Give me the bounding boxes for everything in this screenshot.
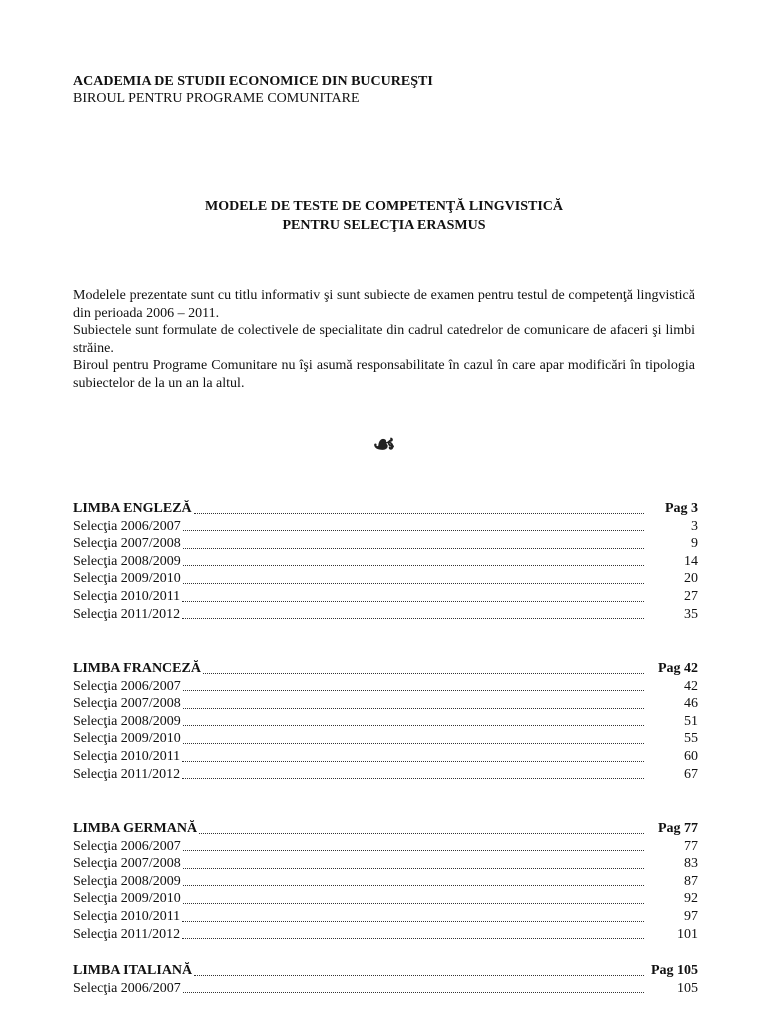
toc-entry-label: Selecţia 2008/2009	[73, 553, 181, 569]
toc-entry-label: Selecţia 2006/2007	[73, 518, 181, 534]
dot-leader	[199, 833, 644, 834]
dot-leader	[183, 903, 644, 904]
document-title	[73, 197, 695, 235]
dot-leader	[182, 778, 644, 779]
ornament-icon: ☙	[372, 430, 396, 459]
toc-entry[interactable]	[73, 695, 698, 713]
dot-leader	[194, 975, 644, 976]
toc-entry-page: 67	[684, 766, 698, 782]
toc-entry[interactable]	[73, 588, 698, 606]
toc-entry-label: Selecţia 2007/2008	[73, 536, 181, 552]
toc-entry[interactable]	[73, 570, 698, 588]
toc-section-italian	[73, 962, 698, 997]
toc-entry[interactable]	[73, 748, 698, 766]
toc-entry-page: 20	[684, 571, 698, 587]
intro-paragraph: Subiectele sunt formulate de colectivele de specialitate din cadrul catedrelor de comunicare de afaceri şi limbi străine.	[73, 323, 695, 356]
toc-entry-label: Selecţia 2009/2010	[73, 731, 181, 747]
intro-text	[73, 287, 695, 393]
toc-entry-label: Selecţia 2008/2009	[73, 873, 181, 889]
toc-entry-label: Selecţia 2009/2010	[73, 571, 181, 587]
dot-leader	[183, 885, 644, 886]
dot-leader	[183, 583, 644, 584]
toc-entry-page: 87	[684, 873, 698, 889]
toc-heading[interactable]	[73, 660, 698, 678]
toc-entry-page: 35	[684, 606, 698, 622]
toc-heading-page: Pag 42	[657, 661, 698, 676]
toc-entry-page: 105	[677, 980, 698, 996]
toc-heading-label: LIMBA FRANCEZĂ	[73, 661, 201, 676]
dot-leader	[183, 868, 644, 869]
toc-heading[interactable]	[73, 962, 698, 980]
department-name: BIROUL PENTRU PROGRAME COMUNITARE	[73, 91, 360, 106]
toc-entry-label: Selecţia 2010/2011	[73, 908, 181, 924]
toc-entry[interactable]	[73, 713, 698, 731]
toc-entry-label: Selecţia 2006/2007	[73, 980, 181, 996]
dot-leader	[194, 513, 644, 514]
toc-entry-label: Selecţia 2009/2010	[73, 891, 181, 907]
toc-entry-page: 46	[684, 696, 698, 712]
dot-leader	[182, 921, 644, 922]
toc-entry-page: 60	[684, 748, 698, 764]
document-header	[73, 73, 433, 107]
dot-leader	[183, 708, 644, 709]
toc-entry-page: 83	[684, 856, 698, 872]
toc-entry-label: Selecţia 2006/2007	[73, 678, 181, 694]
dot-leader	[183, 850, 644, 851]
toc-entry[interactable]	[73, 518, 698, 536]
intro-paragraph: Biroul pentru Programe Comunitare nu îşi asumă responsabilitate în cazul în care apar modificări în tipologia subiectelor de la un an la altul.	[73, 358, 695, 391]
toc-entry[interactable]	[73, 766, 698, 784]
toc-entry-label: Selecţia 2011/2012	[73, 926, 181, 942]
dot-leader	[182, 761, 644, 762]
toc-heading-page: Pag 105	[650, 963, 698, 978]
toc-section-german	[73, 820, 698, 943]
intro-paragraph: Modelele prezentate sunt cu titlu informativ şi sunt subiecte de examen pentru testul de competenţă lingvistică din perioada 2006 – 2011.	[73, 288, 695, 321]
toc-entry-label: Selecţia 2006/2007	[73, 838, 181, 854]
dot-leader	[182, 618, 644, 619]
toc-entry-page: 9	[691, 536, 698, 552]
toc-heading-label: LIMBA GERMANĂ	[73, 821, 198, 836]
toc-heading[interactable]	[73, 500, 698, 518]
toc-entry-page: 92	[684, 891, 698, 907]
toc-entry[interactable]	[73, 553, 698, 571]
toc-entry-page: 101	[677, 926, 698, 942]
dot-leader	[183, 992, 644, 993]
toc-entry[interactable]	[73, 678, 698, 696]
dot-leader	[183, 565, 644, 566]
toc-entry[interactable]	[73, 535, 698, 553]
toc-entry-page: 51	[684, 713, 698, 729]
title-line-1: MODELE DE TESTE DE COMPETENŢĂ LINGVISTICĂ	[205, 199, 563, 214]
toc-section-english	[73, 500, 698, 623]
toc-entry[interactable]	[73, 855, 698, 873]
toc-heading-label: LIMBA ENGLEZĂ	[73, 501, 192, 516]
toc-entry-label: Selecţia 2011/2012	[73, 606, 181, 622]
toc-entry[interactable]	[73, 890, 698, 908]
dot-leader	[183, 690, 644, 691]
toc-entry-label: Selecţia 2011/2012	[73, 766, 181, 782]
title-line-2: PENTRU SELECŢIA ERASMUS	[282, 218, 486, 233]
dot-leader	[182, 938, 644, 939]
dot-leader	[183, 743, 644, 744]
dot-leader	[203, 673, 644, 674]
toc-entry[interactable]	[73, 926, 698, 944]
toc-entry-label: Selecţia 2008/2009	[73, 713, 181, 729]
toc-heading-page: Pag 77	[657, 821, 698, 836]
toc-entry[interactable]	[73, 980, 698, 998]
toc-entry-page: 14	[684, 553, 698, 569]
toc-entry-page: 97	[684, 908, 698, 924]
dot-leader	[183, 548, 644, 549]
toc-entry-page: 42	[684, 678, 698, 694]
dot-leader	[183, 725, 644, 726]
toc-entry[interactable]	[73, 730, 698, 748]
institution-name: ACADEMIA DE STUDII ECONOMICE DIN BUCUREŞTI	[73, 74, 433, 89]
toc-entry[interactable]	[73, 606, 698, 624]
toc-heading[interactable]	[73, 820, 698, 838]
toc-entry-page: 55	[684, 731, 698, 747]
toc-entry-label: Selecţia 2007/2008	[73, 696, 181, 712]
toc-entry[interactable]	[73, 873, 698, 891]
toc-entry[interactable]	[73, 908, 698, 926]
toc-entry-label: Selecţia 2010/2011	[73, 588, 181, 604]
toc-heading-label: LIMBA ITALIANĂ	[73, 963, 193, 978]
toc-entry[interactable]	[73, 838, 698, 856]
toc-entry-label: Selecţia 2010/2011	[73, 748, 181, 764]
toc-entry-page: 27	[684, 588, 698, 604]
toc-entry-page: 77	[684, 838, 698, 854]
toc-entry-label: Selecţia 2007/2008	[73, 856, 181, 872]
dot-leader	[183, 530, 644, 531]
dot-leader	[182, 601, 644, 602]
toc-section-french	[73, 660, 698, 783]
toc-entry-page: 3	[691, 518, 698, 534]
toc-heading-page: Pag 3	[664, 501, 698, 516]
